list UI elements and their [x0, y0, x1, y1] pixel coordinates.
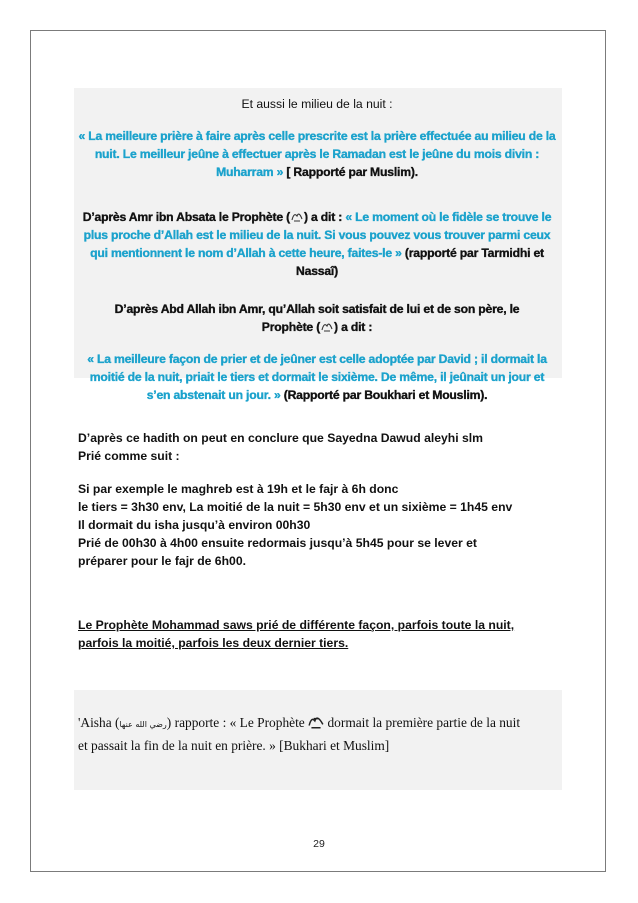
conclusion-line-1: D’après ce hadith on peut en conclure que Sayedna Dawud aleyhi slm: [78, 431, 484, 445]
aisha-honorific: رضي الله عنها: [119, 720, 167, 729]
summary-line-1: Le Prophète Mohammad saws prié de différente façon, parfois toute la nuit,: [78, 618, 515, 632]
conclusion-line-2: Prié comme suit :: [78, 449, 180, 463]
aisha-line-1-end: dormait la première partie de la nuit: [327, 715, 521, 730]
hadith-2-source: (rapporté par Tarmidhi et Nassaî): [296, 246, 544, 278]
aisha-narration: [78, 712, 560, 756]
hadith-3-intro-line2: Prophète (: [261, 320, 321, 334]
salawat-seal-icon: [320, 320, 334, 333]
hadith-3-quote: « La meilleure façon de prier et de jeûner est celle adoptée par David ; il dormait la moitié de la nuit, priait le tiers et dormait le sixième. De même, il jeûnait un jour et s’en abstenait un jour. »: [87, 352, 547, 402]
aisha-reports: ) rapporte : « Le Prophète: [166, 715, 305, 730]
hadith-3-source: (Rapporté par Boukhari et Mouslim).: [283, 388, 488, 402]
hadith-2-intro-end: ) a dit :: [303, 210, 343, 224]
example-line-2: le tiers = 3h30 env, La moitié de la nuit = 5h30 env et un sixième = 1h45 env: [78, 500, 513, 514]
hadith-1-quote: « La meilleure prière à faire après celle prescrite est la prière effectuée au milieu de la nuit. Le meilleur jeûne à effectuer après le Ramadan est le jeûne du mois divin : Muharram »: [78, 129, 556, 179]
hadith-3-intro-line1: D’après Abd Allah ibn Amr, qu’Allah soit satisfait de lui et de son père, le: [114, 302, 520, 316]
intro-text: Et aussi le milieu de la nuit :: [241, 97, 393, 111]
hadith-1: [78, 127, 556, 181]
conclusion: [78, 429, 556, 465]
intro-line: [78, 95, 556, 113]
salawat-seal-icon: [290, 210, 304, 223]
hadith-1-source: [ Rapporté par Muslim).: [286, 165, 418, 179]
aisha-line-2: et passait la fin de la nuit en prière. » [Bukhari et Muslim]: [78, 738, 390, 753]
hadith-2-quote: « Le moment où le fidèle se trouve le plus proche d’Allah est le milieu de la nuit. Si vous pouvez vous trouver parmi ceux qui mentionnent le nom d’Allah à cette heure, faites-le »: [83, 210, 552, 260]
example-line-4: Prié de 00h30 à 4h00 ensuite redormais jusqu’à 5h45 pour se lever et: [78, 536, 477, 550]
hadith-2-intro: D’après Amr ibn Absata le Prophète (: [82, 210, 290, 224]
example-line-1: Si par exemple le maghreb est à 19h et le fajr à 6h donc: [78, 482, 399, 496]
salawat-seal-icon: [308, 714, 324, 729]
aisha-line-1: [78, 712, 560, 735]
example: [78, 480, 556, 570]
summary: [78, 616, 556, 652]
example-line-3: Il dormait du isha jusqu’à environ 00h30: [78, 518, 311, 532]
hadith-3: [78, 350, 556, 404]
page-number: 29: [313, 838, 325, 850]
hadith-2: [78, 208, 556, 280]
aisha-name: 'Aisha (: [78, 715, 120, 730]
example-line-5: préparer pour le fajr de 6h00.: [78, 554, 246, 568]
hadith-3-intro-end: ) a dit :: [334, 320, 373, 334]
summary-line-2: parfois la moitié, parfois les deux dernier tiers.: [78, 636, 349, 650]
hadith-3-intro: [78, 300, 556, 336]
